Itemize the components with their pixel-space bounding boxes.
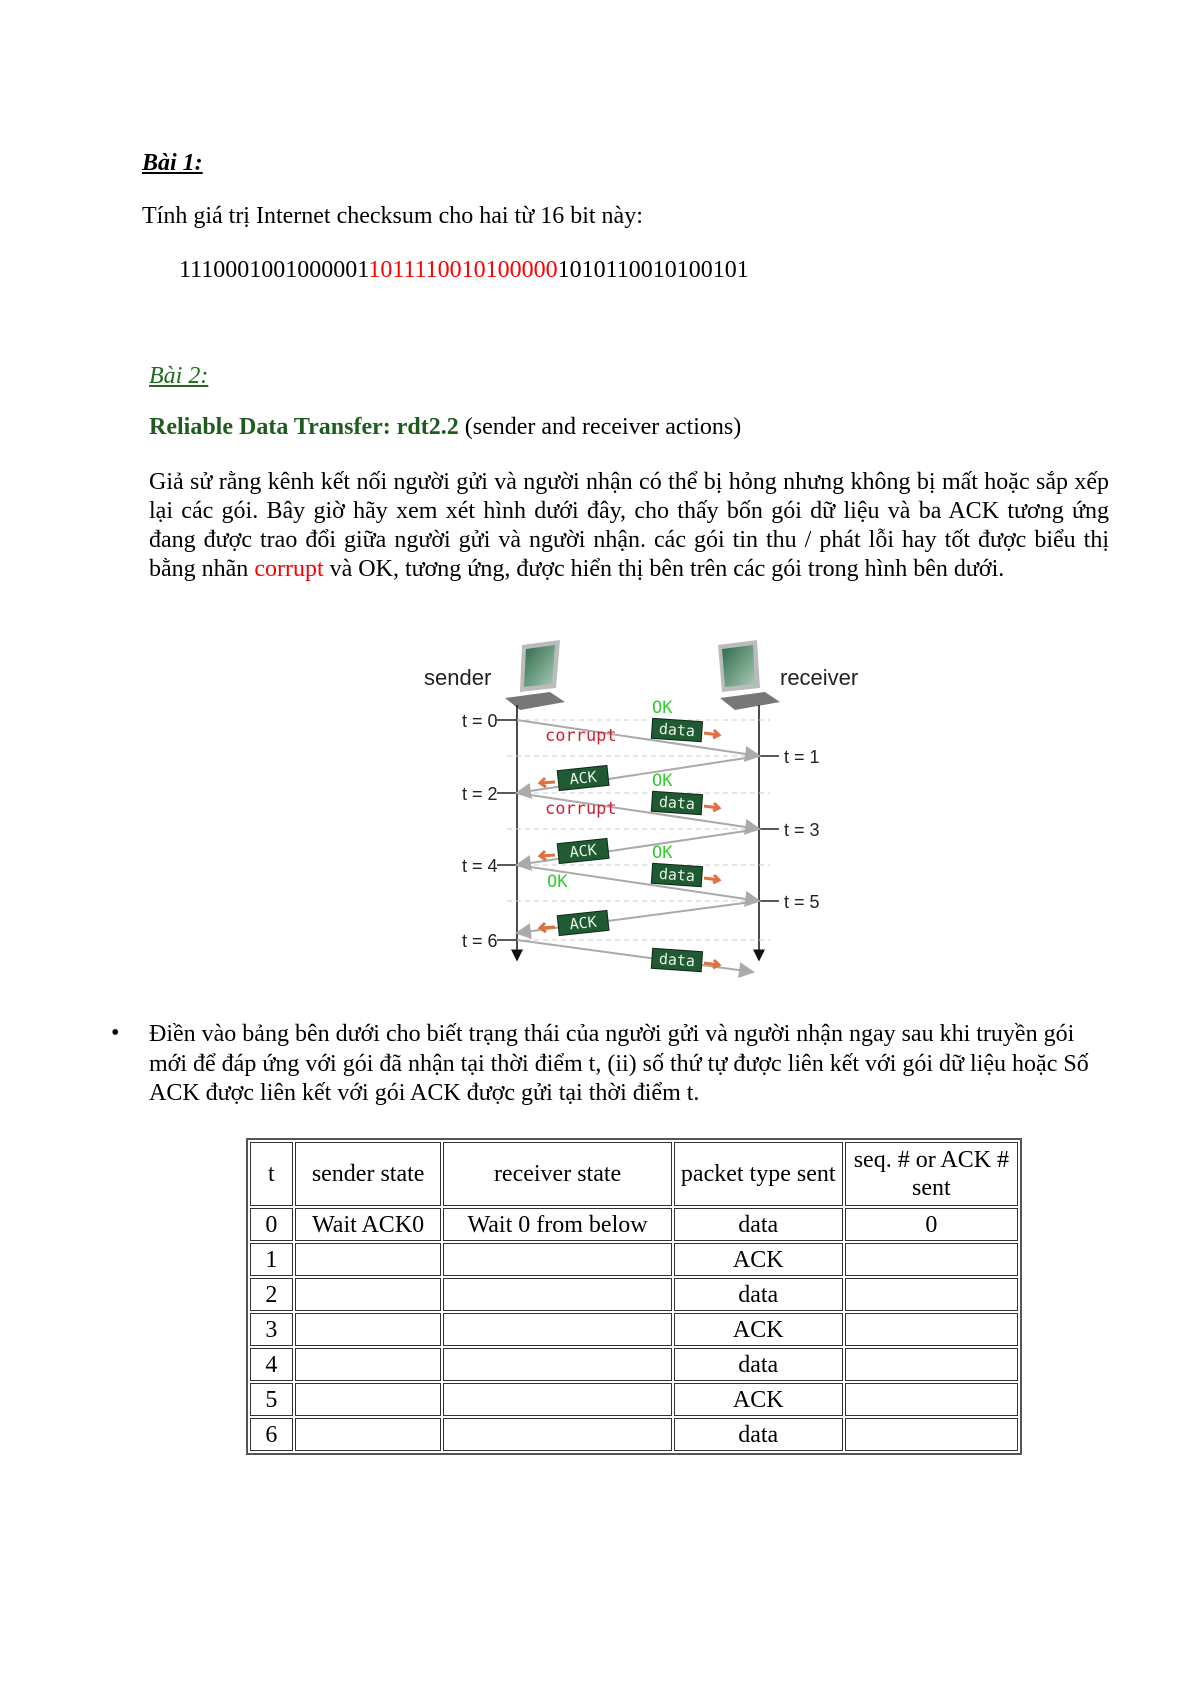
- table-cell: ACK: [674, 1383, 843, 1416]
- table-cell[interactable]: [845, 1348, 1018, 1381]
- data-packet: [651, 791, 702, 814]
- table-cell[interactable]: [845, 1243, 1018, 1276]
- table-cell: 6: [250, 1418, 293, 1451]
- packet-path: [517, 829, 759, 865]
- packet-type-label: data: [658, 949, 696, 971]
- table-cell[interactable]: [295, 1418, 442, 1451]
- table-cell: 2: [250, 1278, 293, 1311]
- table-cell[interactable]: [443, 1243, 671, 1276]
- table-header-cell: sender state: [295, 1142, 442, 1206]
- table-cell[interactable]: [443, 1348, 671, 1381]
- table-cell[interactable]: [295, 1383, 442, 1416]
- ok-label: OK: [652, 771, 673, 791]
- table-cell[interactable]: [443, 1313, 671, 1346]
- receiver-label: receiver: [780, 665, 859, 690]
- ack-packet: [557, 910, 609, 935]
- time-label: t = 3: [784, 820, 820, 840]
- time-label: t = 4: [462, 856, 498, 876]
- ok-label: OK: [547, 872, 568, 892]
- table-cell[interactable]: [443, 1418, 671, 1451]
- table-cell[interactable]: [295, 1243, 442, 1276]
- table-header-cell: packet type sent: [674, 1142, 843, 1206]
- table-cell: ACK: [674, 1243, 843, 1276]
- packet-type-label: data: [658, 864, 696, 886]
- direction-arrow-icon: [704, 730, 719, 738]
- table-cell[interactable]: [845, 1278, 1018, 1311]
- packet-type-label: data: [658, 792, 696, 814]
- table-row: [250, 1243, 1018, 1276]
- data-packet: [651, 718, 702, 741]
- table-row: [250, 1348, 1018, 1381]
- time-label: t = 2: [462, 784, 498, 804]
- table-row: [250, 1313, 1018, 1346]
- bai1-question: Tính giá trị Internet checksum cho hai từ 16 bit này:: [142, 203, 643, 229]
- binary-part-1: 1110001001000001: [179, 257, 369, 283]
- table-cell[interactable]: [443, 1383, 671, 1416]
- table-cell[interactable]: [845, 1418, 1018, 1451]
- binary-part-2: 1011110010100000: [368, 257, 558, 283]
- direction-arrow-icon: [540, 851, 555, 860]
- ack-packet: [557, 838, 609, 863]
- receiver-computer-icon: [718, 640, 780, 710]
- table-row: [250, 1383, 1018, 1416]
- table-cell: data: [674, 1208, 843, 1241]
- data-packet: [651, 863, 702, 886]
- table-row: [250, 1208, 1018, 1241]
- direction-arrow-icon: [540, 923, 555, 932]
- direction-arrow-icon: [704, 875, 719, 883]
- time-label: t = 0: [462, 711, 498, 731]
- data-packet: [651, 948, 702, 971]
- direction-arrow-icon: [540, 778, 555, 787]
- table-header-cell: seq. # or ACK # sent: [845, 1142, 1018, 1206]
- table-cell[interactable]: [295, 1348, 442, 1381]
- bullet-icon: •: [111, 1020, 120, 1046]
- table-cell: 1: [250, 1243, 293, 1276]
- ack-packet: [557, 765, 609, 790]
- table-row: [250, 1418, 1018, 1451]
- para-before: Giả sử rằng kênh kết nối người gửi và người nhận có thể bị hỏng nhưng không bị mất hoặc sắp xếp lại các gói. Bây giờ hãy xem xét hình dưới đây, cho thấy bốn gói dữ liệu và ba ACK tương ứng đang được trao đổi giữa người gửi và người nhận. các gói tin thu / phát lỗi hay tốt được biểu thị bằng nhãn: [149, 469, 1109, 582]
- table-cell: Wait 0 from below: [443, 1208, 671, 1241]
- para-after: và OK, tương ứng, được hiển thị bên trên các gói trong hình bên dưới.: [323, 556, 1005, 582]
- direction-arrow-icon: [704, 803, 719, 811]
- bai2-title-rest: (sender and receiver actions): [458, 414, 742, 440]
- corrupt-label: corrupt: [545, 726, 617, 746]
- time-label: t = 5: [784, 892, 820, 912]
- table-cell: Wait ACK0: [295, 1208, 442, 1241]
- table-cell: 0: [250, 1208, 293, 1241]
- sender-computer-icon: [505, 640, 565, 710]
- packet-type-label: ACK: [568, 840, 598, 862]
- table-header-row: [250, 1142, 1018, 1206]
- ok-label: OK: [652, 698, 673, 718]
- table-header-cell: receiver state: [443, 1142, 671, 1206]
- bai1-heading: Bài 1:: [142, 150, 203, 176]
- table-cell: data: [674, 1418, 843, 1451]
- table-cell[interactable]: [845, 1313, 1018, 1346]
- table-cell: 5: [250, 1383, 293, 1416]
- table-cell[interactable]: [845, 1383, 1018, 1416]
- bai2-heading: Bài 2:: [149, 363, 209, 389]
- table-row: [250, 1278, 1018, 1311]
- bai2-title-bold: Reliable Data Transfer: rdt2.2: [149, 414, 459, 440]
- table-cell[interactable]: [295, 1278, 442, 1311]
- time-label: t = 1: [784, 747, 820, 767]
- time-label: t = 6: [462, 931, 498, 951]
- table-cell: 0: [845, 1208, 1018, 1241]
- sender-label: sender: [424, 665, 492, 690]
- table-cell: data: [674, 1348, 843, 1381]
- corrupt-label: corrupt: [545, 799, 617, 819]
- packet-path: [517, 756, 759, 793]
- packet-type-label: ACK: [568, 912, 598, 934]
- table-header-cell: t: [250, 1142, 293, 1206]
- binary-part-3: 1010110010100101: [557, 257, 749, 283]
- table-cell[interactable]: [443, 1278, 671, 1311]
- table-cell[interactable]: [295, 1313, 442, 1346]
- table-cell: ACK: [674, 1313, 843, 1346]
- ok-label: OK: [652, 843, 673, 863]
- table-cell: 3: [250, 1313, 293, 1346]
- packet-type-label: data: [658, 719, 696, 741]
- table-cell: data: [674, 1278, 843, 1311]
- bullet-text: Điền vào bảng bên dưới cho biết trạng thái của người gửi và người nhận ngay sau khi truyền gói mới để đáp ứng với gói đã nhận tại thời điểm t, (ii) số thứ tự được liên kết với gói dữ liệu hoặc Số ACK được liên kết với gói ACK được gửi tại thời điểm t.: [149, 1021, 1089, 1106]
- answer-table: [246, 1138, 1022, 1455]
- packet-type-label: ACK: [568, 767, 598, 789]
- para-corrupt: corrupt: [254, 556, 324, 582]
- table-cell: 4: [250, 1348, 293, 1381]
